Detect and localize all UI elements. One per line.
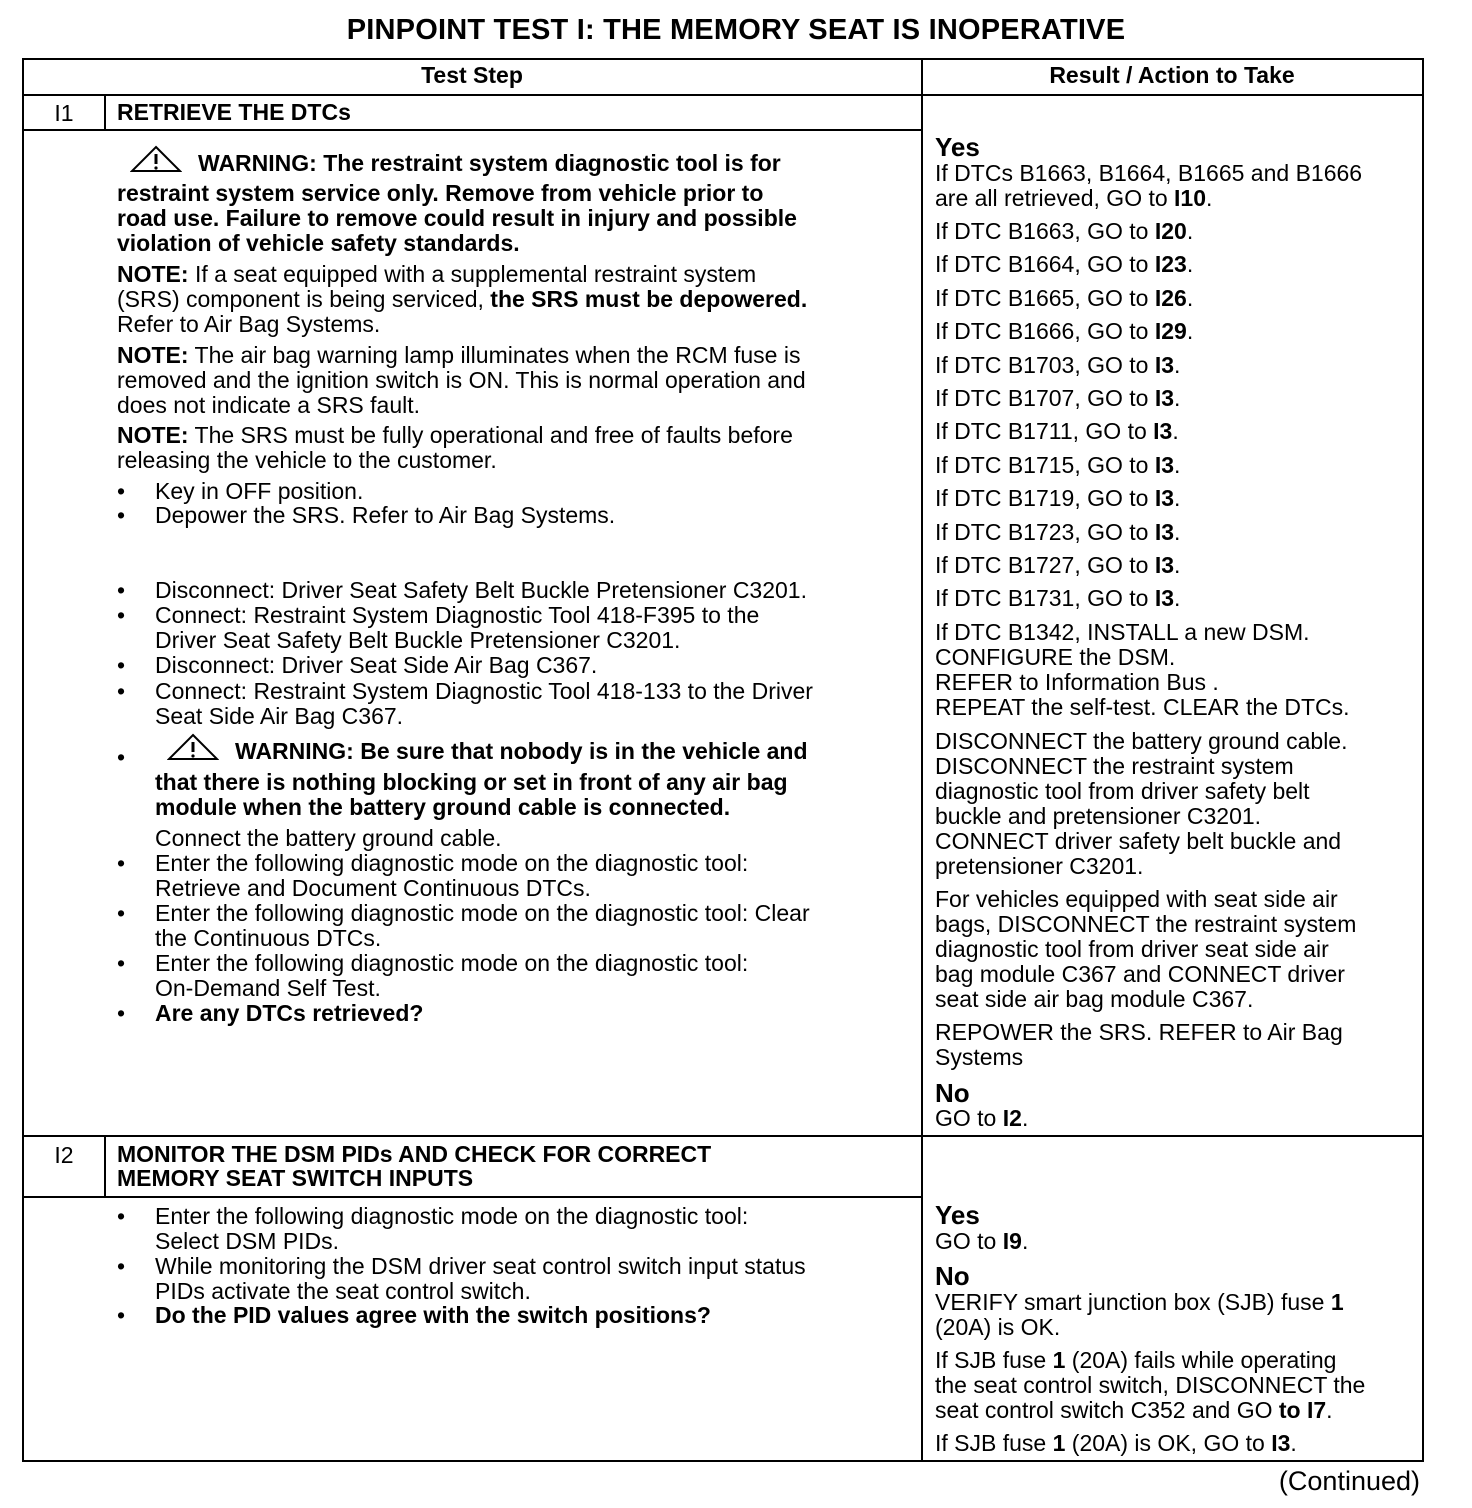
- dtc-result-line: If DTC B1731, GO to I3.: [935, 585, 1181, 612]
- result-disconnect-2: DISCONNECT the restraint system: [935, 753, 1294, 779]
- result-all-dtcs-cont: are all retrieved, GO to I10.: [935, 185, 1213, 211]
- i1-title-divider: [22, 129, 922, 131]
- bullet: •: [117, 502, 126, 528]
- table-top-border: [22, 58, 1424, 60]
- step-disconnect-c3201: Disconnect: Driver Seat Safety Belt Buckle Pretensioner C3201.: [155, 577, 807, 603]
- i2-title-divider: [22, 1196, 922, 1198]
- result-all-dtcs: If DTCs B1663, B1664, B1665 and B1666: [935, 160, 1363, 186]
- warning-triangle-icon: [167, 733, 219, 766]
- result-side-air-5: seat side air bag module C367.: [935, 986, 1254, 1012]
- warning-2-line-3: module when the battery ground cable is connected.: [155, 794, 731, 820]
- dtc-result-line: If DTC B1727, GO to I3.: [935, 552, 1181, 578]
- result-no-i1: GO to I2.: [935, 1105, 1029, 1131]
- yes-label-i1: Yes: [935, 132, 980, 162]
- step-monitor: While monitoring the DSM driver seat control switch input status: [155, 1253, 806, 1279]
- dtc-result-line: If DTC B1715, GO to I3.: [935, 451, 1181, 478]
- step-monitor-cont: PIDs activate the seat control switch.: [155, 1278, 531, 1304]
- result-side-air-2: bags, DISCONNECT the restraint system: [935, 911, 1357, 937]
- dtc-result-line: If DTC B1665, GO to I26.: [935, 284, 1194, 311]
- no-label-i1: No: [935, 1078, 970, 1108]
- result-configure: CONFIGURE the DSM.: [935, 644, 1176, 670]
- warning-1-line-2: restraint system service only. Remove from vehicle prior to: [117, 180, 764, 206]
- result-fuse-ok: If SJB fuse 1 (20A) is OK, GO to I3.: [935, 1430, 1297, 1456]
- step-title-i2-line-1: MONITOR THE DSM PIDs AND CHECK FOR CORRECT: [117, 1141, 712, 1167]
- bullet: •: [117, 1253, 126, 1279]
- step-disconnect-c367: Disconnect: Driver Seat Side Air Bag C367.: [155, 652, 598, 678]
- no-label-i2: No: [935, 1261, 970, 1291]
- step-select-pids: Enter the following diagnostic mode on the diagnostic tool:: [155, 1203, 749, 1229]
- step-title-i2-line-2: MEMORY SEAT SWITCH INPUTS: [117, 1165, 474, 1191]
- step-mode-clear-cont: the Continuous DTCs.: [155, 925, 382, 951]
- result-repeat: REPEAT the self-test. CLEAR the DTCs.: [935, 694, 1350, 720]
- warning-1-line-3: road use. Failure to remove could result in injury and possible: [117, 205, 797, 231]
- warning-1-line-4: violation of vehicle safety standards.: [117, 230, 520, 256]
- page-title: PINPOINT TEST I: THE MEMORY SEAT IS INOPERATIVE: [346, 14, 1126, 46]
- yes-label-i2: Yes: [935, 1200, 980, 1230]
- result-fuse-fails-1: If SJB fuse 1 (20A) fails while operating: [935, 1347, 1337, 1373]
- bullet: •: [117, 950, 126, 976]
- bullet: •: [117, 1203, 126, 1229]
- table-left-border: [22, 58, 24, 1462]
- table-right-border: [1422, 58, 1424, 1462]
- warning-triangle-icon: [130, 145, 182, 178]
- note-1-line-1: NOTE: If a seat equipped with a supplemental restraint system: [117, 261, 757, 287]
- step-connect-battery: Connect the battery ground cable.: [155, 825, 502, 851]
- result-disconnect-3: diagnostic tool from driver safety belt: [935, 778, 1310, 804]
- note-3-line-2: releasing the vehicle to the customer.: [117, 447, 497, 473]
- table-bottom-border: [22, 1460, 1424, 1462]
- note-1-line-2: (SRS) component is being serviced, the SRS must be depowered.: [117, 286, 808, 312]
- step-title-i1: RETRIEVE THE DTCs: [117, 99, 351, 125]
- dtc-result-line: If DTC B1703, GO to I3.: [935, 351, 1181, 378]
- step-key-off: Key in OFF position.: [155, 478, 364, 504]
- dtc-result-line: If DTC B1719, GO to I3.: [935, 485, 1181, 512]
- result-disconnect-5: CONNECT driver safety belt buckle and: [935, 828, 1342, 854]
- step-question-i2: Do the PID values agree with the switch positions?: [155, 1302, 711, 1328]
- note-2-line-2: removed and the ignition switch is ON. This is normal operation and: [117, 367, 806, 393]
- result-disconnect-6: pretensioner C3201.: [935, 853, 1144, 879]
- bullet: •: [117, 478, 126, 504]
- step-depower: Depower the SRS. Refer to Air Bag Systems.: [155, 502, 616, 528]
- result-repower-2: Systems: [935, 1044, 1024, 1070]
- result-fuse-fails-3: seat control switch C352 and GO to I7.: [935, 1397, 1333, 1423]
- step-mode-retrieve: Enter the following diagnostic mode on the diagnostic tool:: [155, 850, 749, 876]
- dtc-result-line: If DTC B1711, GO to I3.: [935, 418, 1179, 445]
- step-mode-retrieve-cont: Retrieve and Document Continuous DTCs.: [155, 875, 591, 901]
- result-yes-i2: GO to I9.: [935, 1228, 1029, 1254]
- step-question-i1: Are any DTCs retrieved?: [155, 1000, 424, 1026]
- step-connect-f395: Connect: Restraint System Diagnostic Tool 418-F395 to the: [155, 602, 760, 628]
- step-number-i1: I1: [54, 100, 74, 126]
- note-3-line-1: NOTE: The SRS must be fully operational and free of faults before: [117, 422, 793, 448]
- dtc-result-line: If DTC B1664, GO to I23.: [935, 251, 1194, 278]
- bullet: •: [117, 1000, 126, 1026]
- note-1-line-3: Refer to Air Bag Systems.: [117, 311, 381, 337]
- result-disconnect-1: DISCONNECT the battery ground cable.: [935, 728, 1348, 754]
- result-refer: REFER to Information Bus .: [935, 669, 1219, 695]
- result-repower-1: REPOWER the SRS. REFER to Air Bag: [935, 1019, 1343, 1045]
- header-divider: [22, 94, 1424, 96]
- result-disconnect-4: buckle and pretensioner C3201.: [935, 803, 1262, 829]
- result-side-air-3: diagnostic tool from driver seat side air: [935, 936, 1329, 962]
- step-mode-selftest: Enter the following diagnostic mode on the diagnostic tool:: [155, 950, 749, 976]
- dtc-result-line: If DTC B1666, GO to I29.: [935, 318, 1194, 345]
- bullet: •: [117, 652, 126, 678]
- bullet: •: [117, 744, 126, 770]
- bullet: •: [117, 1302, 126, 1328]
- i2-divider: [22, 1135, 1424, 1137]
- warning-2-line-1: WARNING: Be sure that nobody is in the vehicle and: [167, 733, 808, 766]
- step-connect-f395-cont: Driver Seat Safety Belt Buckle Pretensioner C3201.: [155, 627, 681, 653]
- dtc-result-line: If DTC B1663, GO to I20.: [935, 218, 1194, 244]
- bullet: •: [117, 577, 126, 603]
- warning-2-line-2: that there is nothing blocking or set in front of any air bag: [155, 769, 788, 795]
- bullet: •: [117, 850, 126, 876]
- step-connect-133-cont: Seat Side Air Bag C367.: [155, 703, 404, 729]
- dtc-result-line: If DTC B1723, GO to I3.: [935, 518, 1181, 545]
- result-side-air-4: bag module C367 and CONNECT driver: [935, 961, 1345, 987]
- step-number-i2: I2: [54, 1142, 74, 1168]
- result-side-air-1: For vehicles equipped with seat side air: [935, 886, 1338, 912]
- bullet: •: [117, 900, 126, 926]
- column-divider: [921, 58, 923, 1462]
- step-mode-clear: Enter the following diagnostic mode on the diagnostic tool: Clear: [155, 900, 810, 926]
- bullet: •: [117, 678, 126, 704]
- note-2-line-1: NOTE: The air bag warning lamp illuminates when the RCM fuse is: [117, 342, 801, 368]
- step-connect-133: Connect: Restraint System Diagnostic Tool 418-133 to the Driver: [155, 678, 813, 704]
- header-test-step: Test Step: [421, 62, 523, 88]
- header-result: Result / Action to Take: [1049, 62, 1295, 88]
- step-select-pids-cont: Select DSM PIDs.: [155, 1228, 340, 1254]
- result-verify-fuse-cont: (20A) is OK.: [935, 1314, 1061, 1340]
- result-fuse-fails-2: the seat control switch, DISCONNECT the: [935, 1372, 1366, 1398]
- continued-label: (Continued): [1278, 1466, 1420, 1496]
- warning-1-line-1: WARNING: The restraint system diagnostic tool is for: [130, 145, 781, 178]
- step-mode-selftest-cont: On-Demand Self Test.: [155, 975, 381, 1001]
- note-2-line-3: does not indicate a SRS fault.: [117, 392, 421, 418]
- dtc-result-line: If DTC B1707, GO to I3.: [935, 385, 1181, 411]
- result-verify-fuse: VERIFY smart junction box (SJB) fuse 1: [935, 1289, 1344, 1315]
- bullet: •: [117, 602, 126, 628]
- result-b1342: If DTC B1342, INSTALL a new DSM.: [935, 619, 1310, 645]
